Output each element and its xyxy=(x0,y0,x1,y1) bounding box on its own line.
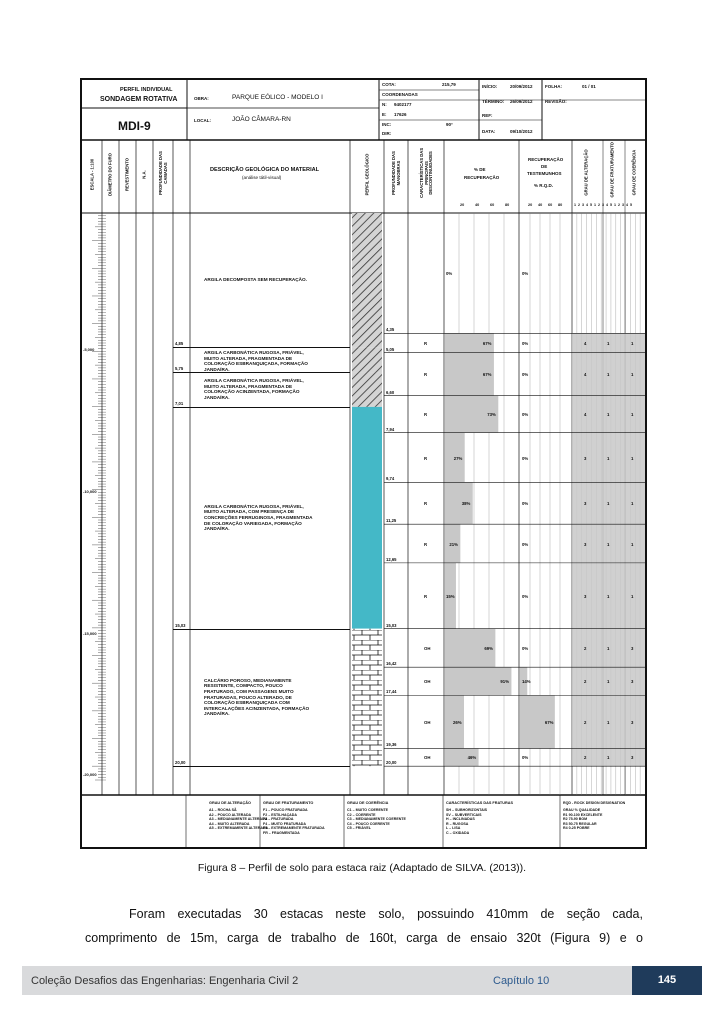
folha-value: 01 / 01 xyxy=(582,84,596,89)
col-prof-manobras: PROFUNDIDADE DAS MANOBRAS xyxy=(391,151,401,195)
recovery-value: 73% xyxy=(487,412,496,418)
manobra-depth: 19,36 xyxy=(386,742,397,748)
discontinuity-code: R xyxy=(424,372,428,378)
manobra-depth: 15,03 xyxy=(386,622,397,628)
alteration-grade: 2 xyxy=(584,679,587,685)
discontinuity-code: R xyxy=(424,455,428,461)
rqd-value: 0% xyxy=(522,593,529,599)
legend-fraturamento-item: F1 – POUCO FRATURADA xyxy=(263,808,308,812)
layer-depth: 5,75 xyxy=(175,366,184,372)
legend-fraturamento-item: F2 – ESTILHAÇADA xyxy=(263,812,297,817)
col-rec-pct: % DE xyxy=(474,167,486,172)
layer-boundary xyxy=(173,629,350,630)
fracturing-grade: 1 xyxy=(607,340,610,346)
legend-fraturamento-item: F3 – FRATURADA xyxy=(263,817,294,822)
ref-label: REF: xyxy=(482,113,493,118)
coherence-grade: 3 xyxy=(631,679,634,685)
recovery-value: 21% xyxy=(449,541,458,547)
n-value: 9402177 xyxy=(394,102,412,107)
layer-depth: 7,01 xyxy=(175,400,184,406)
alteration-grade: 4 xyxy=(584,340,587,346)
revisao-label: REVISÃO: xyxy=(545,99,567,104)
legend-rqd-title: RQD - ROCK DESIGN DESIGNATION xyxy=(563,801,626,805)
folha-label: FOLHA: xyxy=(545,84,562,89)
recovery-value: 27% xyxy=(453,455,463,461)
legend-coerencia-item: C2 – COERENTE xyxy=(347,812,376,817)
report-title: SONDAGEM ROTATIVA xyxy=(100,96,178,103)
manobra-depth: 16,42 xyxy=(386,661,397,667)
legend-coerencia-item: C3 – MEDIANAMENTE COERENTE xyxy=(347,817,406,822)
fracturing-grade: 1 xyxy=(607,501,610,507)
legend-coerencia xyxy=(347,808,406,831)
recovery-value: 15% xyxy=(446,593,455,599)
manobra-depth: 11,25 xyxy=(386,518,397,524)
layer-description: ARGILA CARBONÁTICA RUGOSA, FRIÁVEL, MUITO ALTERADA, FRAGMENTADA DE COLORAÇÃO ACINZENTADA, FORMAÇÃO JANDAÍRA. xyxy=(204,378,304,401)
col-na: N.A. xyxy=(141,170,147,179)
legend-rqd-item: R1 90-100 EXCELENTE xyxy=(563,812,603,817)
page-number: 145 xyxy=(632,966,702,995)
termino-value: 26/09/2012 xyxy=(510,99,533,104)
rqd-value: 0% xyxy=(522,541,529,547)
legend-fraturamento-title: GRAU DE FRATURAMENTO xyxy=(263,801,314,805)
discontinuity-code: OH xyxy=(424,679,431,685)
legend-rqd-item: R3 50-75 REGULAR xyxy=(563,821,597,826)
col-grau-fraturamento: GRAU DE FRATURAMENTO xyxy=(609,142,615,198)
fracturing-grade: 1 xyxy=(607,755,610,761)
layer-depth: 15,03 xyxy=(175,622,186,628)
profile-limestone xyxy=(352,629,382,766)
legend-alteracao-item: A4 – MUITO ALTERADA xyxy=(209,821,250,826)
legend-alteracao xyxy=(209,808,268,831)
legend-coerencia-item: C5 – FRIÁVEL xyxy=(347,826,371,831)
recovery-value: 91% xyxy=(500,679,510,685)
alteration-grade: 4 xyxy=(584,372,587,378)
dir-label: DIR: xyxy=(382,131,392,136)
col-escala: ESCALA - 1:100 xyxy=(89,158,95,191)
rqd-value: 0% xyxy=(522,412,529,418)
inc-label: INC: xyxy=(382,122,392,127)
layer-description: ARGILA CARBONÁTICA RUGOSA, FRIÁVEL, MUITO ALTERADA, COM PRESENÇA DE CONCREÇÕES FERRUGINOSA, FRAGMENTADA DE COLORAÇÃO VARIEGADA, FORMAÇÃO JANDAÍRA. xyxy=(204,503,313,532)
coherence-grade: 3 xyxy=(631,755,634,761)
rqd-tick-40: 40 xyxy=(538,203,543,207)
footer-collection: Coleção Desafios das Engenharias: Engenharia Civil 2 xyxy=(31,975,299,987)
col-perfil: PERFIL GEOLÓGICO xyxy=(364,153,370,196)
legend-alteracao-title: GRAU DE ALTERAÇÃO xyxy=(209,801,251,805)
hole-id: MDI-9 xyxy=(118,119,151,133)
alteration-grade: 3 xyxy=(584,455,587,461)
rqd-value: 0% xyxy=(522,455,529,461)
col-grau-alteracao: GRAU DE ALTERAÇÃO xyxy=(583,149,589,196)
termino-label: TÉRMINO: xyxy=(482,99,505,104)
coherence-grade: 1 xyxy=(631,412,634,418)
manobra-depth: 9,74 xyxy=(386,476,395,482)
discontinuity-code: R xyxy=(424,340,428,346)
coherence-grade: 3 xyxy=(631,645,634,651)
data-label: DATA: xyxy=(482,129,496,134)
legend-fraturas-item: SV – SUBVERTICAIS xyxy=(446,812,482,817)
legend-rqd xyxy=(563,808,602,831)
rqd-value: 0% xyxy=(522,501,529,507)
recovery-value: 38% xyxy=(461,501,471,507)
obra-label: OBRA: xyxy=(194,96,209,101)
rqd-value: 0% xyxy=(522,755,529,761)
layer-description: CALCÁRIO POROSO, MEDIANAMENTE RESISTENTE, COMPACTO, POUCO FRATURADO, COM PASSAGENS MUITO FRATURADAS, POUCO ALTERADO, DE COLORAÇÃO ESBRANQUIÇADA COM INTERCALAÇÕES ACINZENTADA, FORMAÇÃO JANDAÍRA. xyxy=(204,677,310,717)
grade-ticks: 1 2 3 4 5 1 2 3 4 5 1 2 3 4 5 xyxy=(574,203,633,207)
fracturing-grade: 1 xyxy=(607,593,610,599)
rqd-tick-60: 60 xyxy=(548,203,553,207)
legend-fraturas-item: L – LISA xyxy=(446,826,461,831)
discontinuity-code: R xyxy=(424,593,428,599)
col-rqd-title: RECUPERAÇÃO xyxy=(528,157,564,162)
obra-value: PARQUE EÓLICO - MODELO I xyxy=(232,94,323,101)
alteration-grade: 3 xyxy=(584,541,587,547)
inc-value: 90° xyxy=(446,122,453,127)
page-footer xyxy=(22,966,702,995)
fracturing-grade: 1 xyxy=(607,541,610,547)
coherence-grade: 3 xyxy=(631,719,634,725)
legend-alteracao-item: A5 – EXTREMAMENTE ALTERADA xyxy=(209,826,269,831)
layer-depth: 4,85 xyxy=(175,341,184,347)
coherence-grade: 1 xyxy=(631,455,634,461)
elev-20: -20,000 xyxy=(83,772,97,777)
col-rqd: % R.Q.D. xyxy=(534,183,554,188)
col-rqd-de: DE xyxy=(541,164,548,169)
manobra-depth: 20,00 xyxy=(386,760,397,766)
footer-chapter: Capítulo 10 xyxy=(493,975,550,987)
legend-alteracao-item: A2 – POUCO ALTERADA xyxy=(209,812,252,817)
e-label: E: xyxy=(382,112,387,117)
col-descricao-sub: (análise tátil-visual) xyxy=(242,175,282,180)
rqd-value: 0% xyxy=(522,372,529,378)
col-rqd-test: TESTEMUNHOS xyxy=(527,171,562,176)
legend-coerencia-item: C4 – POUCO COERENTE xyxy=(347,821,390,826)
manobra-depth: 12,65 xyxy=(386,556,397,562)
legend-fraturas-item: H – INCLINADAS xyxy=(446,817,475,822)
legend-fraturas-item: R – RUGOSA xyxy=(446,821,469,826)
body-paragraph-line-2: comprimento de 15m, carga de trabalho de 160t, carga de ensaio 320t (Figura 9) e o xyxy=(85,931,643,945)
rqd-tick-20: 20 xyxy=(528,203,533,207)
col-revestimento: REVESTIMENTO xyxy=(124,158,130,191)
alteration-grade: 2 xyxy=(584,755,587,761)
borehole-log-figure xyxy=(80,78,647,849)
cota-label: COTA: xyxy=(382,82,396,87)
recovery-value: 26% xyxy=(452,719,462,725)
depth-scale-ticks xyxy=(92,213,106,780)
e-value: 17626 xyxy=(394,112,407,117)
fracturing-grade: 1 xyxy=(607,455,610,461)
layer-description: ARGILA CARBONÁTICA RUGOSA, FRIÁVEL, MUITO ALTERADA, FRAGMENTADA DE COLORAÇÃO ESBRANQUIÇADA, FORMAÇÃO JANDAÍRA. xyxy=(204,350,308,372)
data-value: 09/10/2012 xyxy=(510,129,533,134)
figure-caption: Figura 8 – Perfil de solo para estaca raiz (Adaptado de SILVA. (2013)). xyxy=(197,862,527,874)
legend-fraturas xyxy=(446,808,487,836)
rec-tick-80: 80 xyxy=(505,203,510,207)
elev-5: -5,000 xyxy=(83,347,95,352)
col-recuperacao: RECUPERAÇÃO xyxy=(464,175,500,180)
col-diametro: DIÂMETRO DO FURO xyxy=(107,153,113,196)
col-profundidade: PROFUNDIDADE DAS CAMADAS xyxy=(158,151,168,195)
coord-label: COORDENADAS xyxy=(382,92,418,97)
legend-fraturamento-item: F4 – MUITO FRATURADA xyxy=(263,821,306,826)
discontinuity-code: OH xyxy=(424,645,431,651)
cota-value: 215,79 xyxy=(442,82,456,87)
legend-fraturamento-item: F5 – EXTREMAMENTE FRATURADA xyxy=(263,826,325,831)
discontinuity-code: OH xyxy=(424,755,431,761)
legend-rqd-item: R4 0-25 POBRE xyxy=(563,826,590,831)
local-label: LOCAL: xyxy=(194,118,211,123)
legend-fraturamento-item: FR – FRAGMENTADA xyxy=(263,830,300,835)
body-paragraph-line-1: Foram executadas 30 estacas neste solo, possuindo 410mm de seção cada, xyxy=(129,907,643,921)
inicio-value: 20/09/2012 xyxy=(510,84,533,89)
discontinuity-code: R xyxy=(424,501,428,507)
elev-15: -15,000 xyxy=(83,631,97,636)
legend-coerencia-item: C1 – MUITO COERENTE xyxy=(347,808,389,812)
local-value: JOÃO CÂMARA-RN xyxy=(232,116,291,123)
profile-clay-ferruginous xyxy=(352,407,382,629)
coherence-grade: 1 xyxy=(631,541,634,547)
legend-fraturas-item: C – OXIDADA xyxy=(446,830,470,835)
manobra-depth: 4,35 xyxy=(386,327,395,333)
fracturing-grade: 1 xyxy=(607,412,610,418)
legend-fraturas-item: SH – SUBHORIZONTAIS xyxy=(446,808,488,812)
recovery-value: 67% xyxy=(482,372,492,378)
profile-clay-decomposed xyxy=(352,213,382,347)
rec-tick-40: 40 xyxy=(475,203,480,207)
manobra-depth: 6,60 xyxy=(386,389,395,395)
inicio-label: INÍCIO: xyxy=(482,84,498,89)
rqd-value: 0% xyxy=(522,645,529,651)
recovery-value: 67% xyxy=(482,340,492,346)
layer-description: ARGILA DECOMPOSTA SEM RECUPERAÇÃO. xyxy=(204,277,307,283)
n-label: N: xyxy=(382,102,387,107)
alteration-grade: 3 xyxy=(584,501,587,507)
col-grau-coerencia: GRAU DE COERÊNCIA xyxy=(631,149,637,196)
rqd-value: 14% xyxy=(522,679,531,685)
legend-rqd-item: R2 75-90 BOM xyxy=(563,817,588,822)
rec-tick-60: 60 xyxy=(490,203,495,207)
recovery-value: 46% xyxy=(467,755,477,761)
layer-boundary xyxy=(173,407,350,408)
coherence-grade: 1 xyxy=(631,340,634,346)
fracturing-grade: 1 xyxy=(607,645,610,651)
legend-coerencia-title: GRAU DE COERÊNCIA xyxy=(347,801,389,805)
alteration-grade: 3 xyxy=(584,593,587,599)
manobra-depth: 5,05 xyxy=(386,346,395,352)
discontinuity-code: R xyxy=(424,412,428,418)
elev-10: -10,000 xyxy=(83,489,97,494)
layer-boundary xyxy=(173,372,350,373)
rqd-value: 67% xyxy=(544,719,554,725)
recovery-value: 69% xyxy=(484,645,493,651)
fracturing-grade: 1 xyxy=(607,719,610,725)
col-caracteristicas: CARACTERÍSTICAS DAS PRINCIPAIS DESCONTINUIDADES xyxy=(419,147,434,198)
legend-alteracao-item: A3 – MEDIANAMENTE ALTERADA xyxy=(209,817,268,822)
discontinuity-code: OH xyxy=(424,719,431,725)
coherence-grade: 1 xyxy=(631,501,634,507)
alteration-grade: 4 xyxy=(584,412,587,418)
coherence-grade: 1 xyxy=(631,372,634,378)
recovery-value: 0% xyxy=(446,271,453,277)
manobra-depth: 17,44 xyxy=(386,689,397,695)
coherence-grade: 1 xyxy=(631,593,634,599)
rqd-value: 0% xyxy=(522,271,529,277)
alteration-grade: 2 xyxy=(584,719,587,725)
rqd-tick-80: 80 xyxy=(558,203,563,207)
profile-clay-white xyxy=(352,347,382,372)
profile-type-label: PERFIL INDIVIDUAL xyxy=(120,87,173,93)
rqd-value: 0% xyxy=(522,340,529,346)
layer-boundary xyxy=(173,766,350,767)
rec-tick-20: 20 xyxy=(460,203,465,207)
fracturing-grade: 1 xyxy=(607,372,610,378)
layer-boundary xyxy=(173,347,350,348)
alteration-grade: 2 xyxy=(584,645,587,651)
legend-rqd-item: GRAU % QUALIDADE xyxy=(563,808,601,812)
manobra-depth: 7,94 xyxy=(386,426,395,432)
col-descricao-title: DESCRIÇÃO GEOLÓGICA DO MATERIAL xyxy=(210,167,320,173)
legend-fraturamento xyxy=(263,808,325,836)
discontinuity-code: R xyxy=(424,541,428,547)
legend-fraturas-title: CARACTERÍSTICAS DAS FRATURAS xyxy=(446,801,514,805)
fracturing-grade: 1 xyxy=(607,679,610,685)
layer-depth: 20,00 xyxy=(175,760,186,766)
legend-alteracao-item: A1 – ROCHA SÃ xyxy=(209,808,237,812)
profile-clay-grey xyxy=(352,372,382,407)
